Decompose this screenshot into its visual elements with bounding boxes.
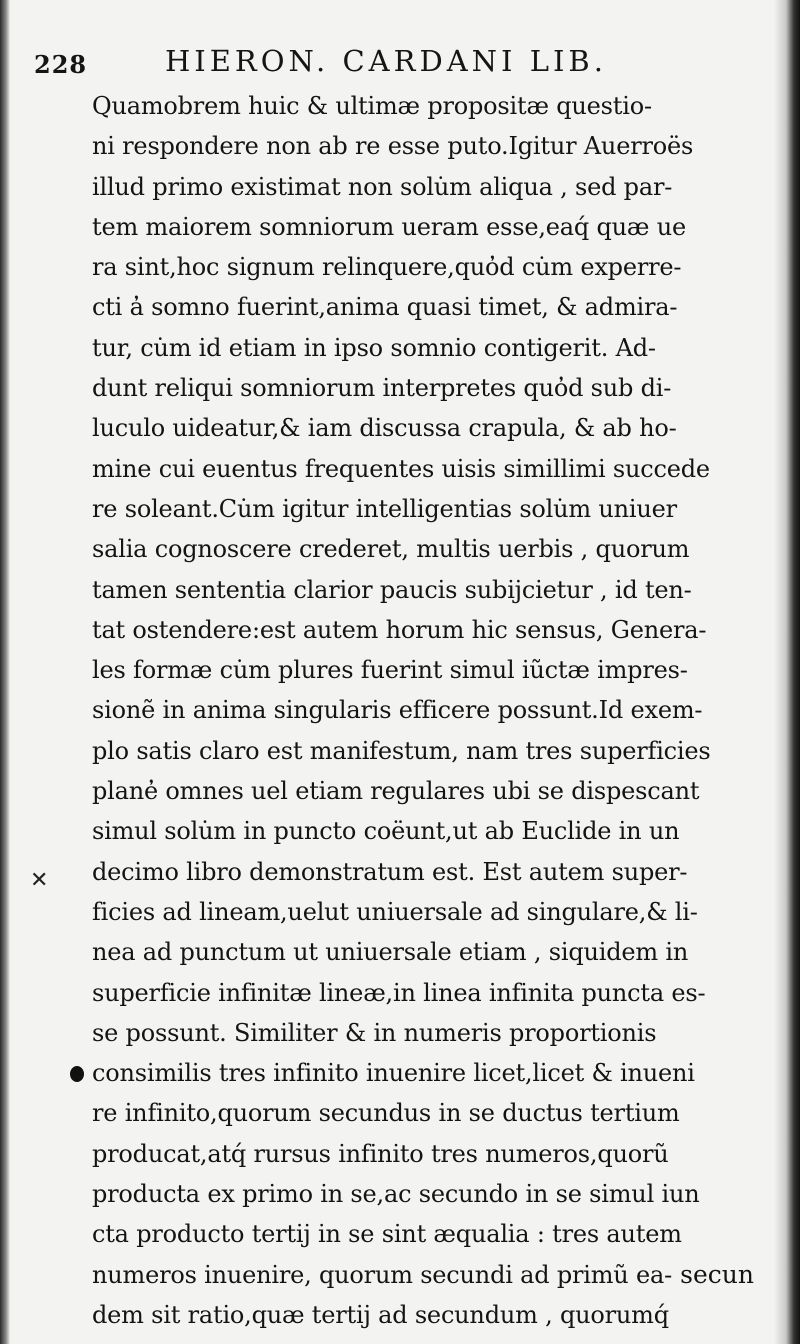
text-line: numeros inuenire, quorum secundi ad primũ ea- bbox=[92, 1260, 673, 1289]
text-line: mine cui euentus frequentes uisis simillimi succede bbox=[92, 454, 710, 483]
text-line: re soleant.Cu̇m igitur intelligentias solu̇m uniuer bbox=[92, 494, 677, 523]
text-line: sionẽ in anima singularis efficere possunt.Id exem- bbox=[92, 696, 703, 725]
ink-blot-icon bbox=[70, 1066, 84, 1082]
text-line: consimilis tres infinito inuenire licet,licet & inueni bbox=[92, 1059, 695, 1088]
text-line: dem sit ratio,quæ tertij ad secundum , quorumq́ bbox=[92, 1300, 669, 1329]
text-line: decimo libro demonstratum est. Est autem super- bbox=[92, 857, 688, 886]
text-line: les formæ cu̇m plures fuerint simul iũctæ impres- bbox=[92, 656, 688, 685]
page-header bbox=[30, 44, 770, 84]
text-line: superficie infinitæ lineæ,in linea infinita puncta es- bbox=[92, 978, 706, 1007]
text-line: tem maiorem somniorum ueram esse,eaq́ quæ ue bbox=[92, 212, 686, 241]
text-line: nea ad punctum ut uniuersale etiam , siquidem in bbox=[92, 938, 689, 967]
margin-mark-icon: ✕ bbox=[30, 868, 49, 893]
text-line: illud primo existimat non solu̇m aliqua , sed par- bbox=[92, 172, 673, 201]
text-line: se possunt. Similiter & in numeris proportionis bbox=[92, 1018, 657, 1047]
text-line: salia cognoscere crederet, multis uerbis , quorum bbox=[92, 535, 690, 564]
text-line: re infinito,quorum secundus in se ductus tertium bbox=[92, 1099, 680, 1128]
text-line: ficies ad lineam,uelut uniuersale ad singulare,& li- bbox=[92, 897, 698, 926]
body-text bbox=[92, 86, 752, 1335]
text-line: cti a̓ somno fuerint,anima quasi timet, & admira- bbox=[92, 293, 678, 322]
text-line: tat ostendere:est autem horum hic sensus, Genera- bbox=[92, 615, 707, 644]
text-line: plane̓ omnes uel etiam regulares ubi se dispescant bbox=[92, 777, 700, 806]
text-line: luculo uideatur,& iam discussa crapula, & ab ho- bbox=[92, 414, 677, 443]
text-line: Quamobrem huic & ultimæ propositæ questio- bbox=[92, 92, 652, 120]
page-gutter-shadow bbox=[0, 0, 10, 1344]
text-line: tamen sententia clarior paucis subijcietur , id ten- bbox=[92, 575, 692, 604]
text-line: simul solu̇m in puncto coëunt,ut ab Euclide in un bbox=[92, 817, 680, 846]
text-line: plo satis claro est manifestum, nam tres superficies bbox=[92, 736, 711, 765]
running-title: HIERON. CARDANI LIB. bbox=[165, 44, 607, 78]
text-line: ni respondere non ab re esse puto.Igitur Auerroës bbox=[92, 132, 694, 161]
page-edge-shadow bbox=[774, 0, 800, 1344]
catchword: secun bbox=[680, 1260, 754, 1289]
text-line: tur, cu̇m id etiam in ipso somnio contigerit. Ad- bbox=[92, 333, 656, 362]
text-line: producta ex primo in se,ac secundo in se simul iun bbox=[92, 1180, 700, 1209]
text-line: dunt reliqui somniorum interpretes quo̓d sub di- bbox=[92, 374, 672, 403]
text-line: producat,atq́ rursus infinito tres numeros,quorũ bbox=[92, 1139, 669, 1168]
page-number: 228 bbox=[34, 50, 88, 79]
text-line: cta producto tertij in se sint æqualia : tres autem bbox=[92, 1220, 682, 1249]
text-line: ra sint,hoc signum relinquere,quo̓d cu̇m experre- bbox=[92, 253, 682, 282]
